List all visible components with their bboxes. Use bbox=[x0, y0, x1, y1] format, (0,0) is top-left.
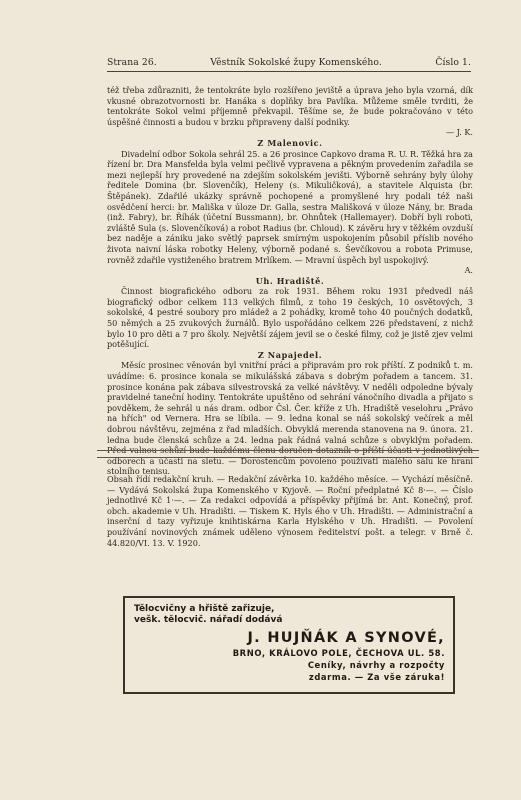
intro-paragraph: též třeba zdůrazniti, že tentokráte bylo rozšířeno jeviště a úprava jeho byla vzorná, dík vkusné obrazotvornosti br. Hanáka s doplňky bra Pavlíka. Můžeme směle tvrditi, že tentokráte Sokol velmi příjemně překvapil. Těšíme se, že bude pokračováno v této úspěšné činnosti a budou v brzku připraveny další podniky. bbox=[107, 85, 473, 127]
article-column bbox=[107, 85, 473, 477]
divider-top bbox=[97, 450, 479, 451]
hradiste-paragraph: Činnost biografického odboru za rok 1931. Během roku 1931 předvedl náš biografický odbor celkem 113 velkých filmů, z toho 19 českých, 10 osvětových, 3 sokolské, 4 pestré soubory pro mládež a 2 pohádky, kromě toho 40 poučných dodatků, 50 němých a 25 zvukových žurnálů. Bylo uspořádáno celkem 226 představení, z nichž bylo 10 pro děti a 7 pro školy. Největší zájem jevil se o české filmy, což je jistě zjev velmi potěšující. bbox=[107, 286, 473, 350]
ad-offer-line-2: zdarma. — Za vše záruka! bbox=[308, 672, 445, 682]
page-header bbox=[107, 57, 471, 72]
ad-line-2: vešk. tělocvič. nářadí dodává bbox=[134, 615, 283, 625]
ad-line-1: Tělocvičny a hřiště zařizuje, bbox=[134, 604, 275, 614]
ad-offer-line-1: Ceníky, návrhy a rozpočty bbox=[307, 660, 445, 670]
napajedla-heading: Z Napajedel. bbox=[257, 349, 323, 360]
malenovic-signature: A. bbox=[464, 265, 473, 276]
page-number: Strana 26. bbox=[107, 57, 157, 68]
issue-number: Číslo 1. bbox=[435, 57, 471, 68]
ad-address: BRNO, KRÁLOVO POLE, ČECHOVA UL. 58. bbox=[232, 648, 445, 658]
napajedla-paragraph: Měsíc prosinec věnován byl vnitřní práci a připravám pro rok příští. Z podniků t. m. uvádíme: 6. prosince konala se mikulášská zábava s dobrým pořadem a tancem. 31. prosince konána pak zábava silvestrovská za velké návštěvy. V neděli odpoledne bývaly pravidelné taneční hodiny. Tentokráte upuštěno od sehrání vánočního divadla a přijato s povděkem, že sehrál u nás dram. odbor Čsl. Čer. kříže z Uh. Hradiště veselohru „Právo na hřích" od Vernera. Hra se líbila. — 9. ledna konal se náš sokolský večírek a měl dobrou návštěvu, zejména z řad mladších. Obvyklá merenda stanovena na 9. února. 21. ledna bude členská schůze a 24. ledna pak řádná valná schůze s obvyklým pořadem. Před valnou schůzí bude každému členu doručen dotazník o příští účasti v jednotlivých odborech a účasti na sletu. — Dorostencům povoleno používati malého sálu ke hraní stolního tenisu. bbox=[107, 360, 473, 477]
intro-signature: — J. K. bbox=[445, 127, 473, 138]
malenovic-paragraph: Divadelní odbor Sokola sehrál 25. a 26 prosince Capkovo drama R. U. R. Těžká hra za řízení br. Dra Mansfelda byla velmi pečlivě vypravena a pěkným provedením zařadila se mezi nejlepší hry provedené na zdejším sokolském jevišti. Výborně sehrány byly úlohy ředitele Domina (br. Slovenčík), Heleny (s. Mikuličková), a stavitele Alquista (br. Štěpánek). Zdařilé ukázky správně pochopené a promyšlené hry podali též naši osvědčení herci: br. Mališka v úloze Dr. Galla, sestra Mališková v úloze Nány, br. Brada (inž. Fabry), br. Říhák (účetní Bussmann), br. Ohnůtek (Hallemayer). Dobří byli roboti, zvláště Sula (s. Slovenčíková) a robot Radius (br. Chloud). K závěru hry v těžkém ovzduší bez naděje a zániku jako světlý paprsek smírným uspokojením působil příslib nového života naivní láska robotky Heleny, výborně podané s. Ševčíkovou a robota Primuse, rovněž zdařile vystiženého bratrem Mrlíkem. — Mravní úspěch byl uspokojivý. bbox=[107, 148, 473, 265]
journal-title: Věstník Sokolské župy Komenského. bbox=[210, 57, 382, 68]
malenovic-heading: Z Malenovic. bbox=[257, 137, 323, 148]
hradiste-heading: Uh. Hradiště. bbox=[255, 275, 325, 286]
divider-bottom bbox=[97, 457, 479, 458]
advertisement bbox=[123, 596, 455, 694]
publication-info-text: Obsah řídí redakční kruh. — Redakční závěrka 10. každého měsíce. — Vychází měsíčně. — Vydává Sokolská župa Komenského v Kyjově. — Roční předplatné Kč 8·—. — Číslo jednotlivé Kč 1·—. — Za redakci odpovídá a příspěvky přijímá br. Ant. Konečný, prof. obch. akademie v Uh. Hradišti. — Tiskem K. Hyls ého v Uh. Hradišti. — Administrační a inserční d tazy vyřizuje knihtiskárna Karla Hylského v Uh. Hradišti. — Povolení používání novinových známek uděleno výnosem ředitelství pošt. a telegr. v Brně č. 44.820/VI. 13. V. 1920. bbox=[107, 474, 473, 548]
publication-info bbox=[107, 474, 473, 548]
ad-company-name: J. HUJŇÁK A SYNOVÉ, bbox=[247, 630, 445, 646]
